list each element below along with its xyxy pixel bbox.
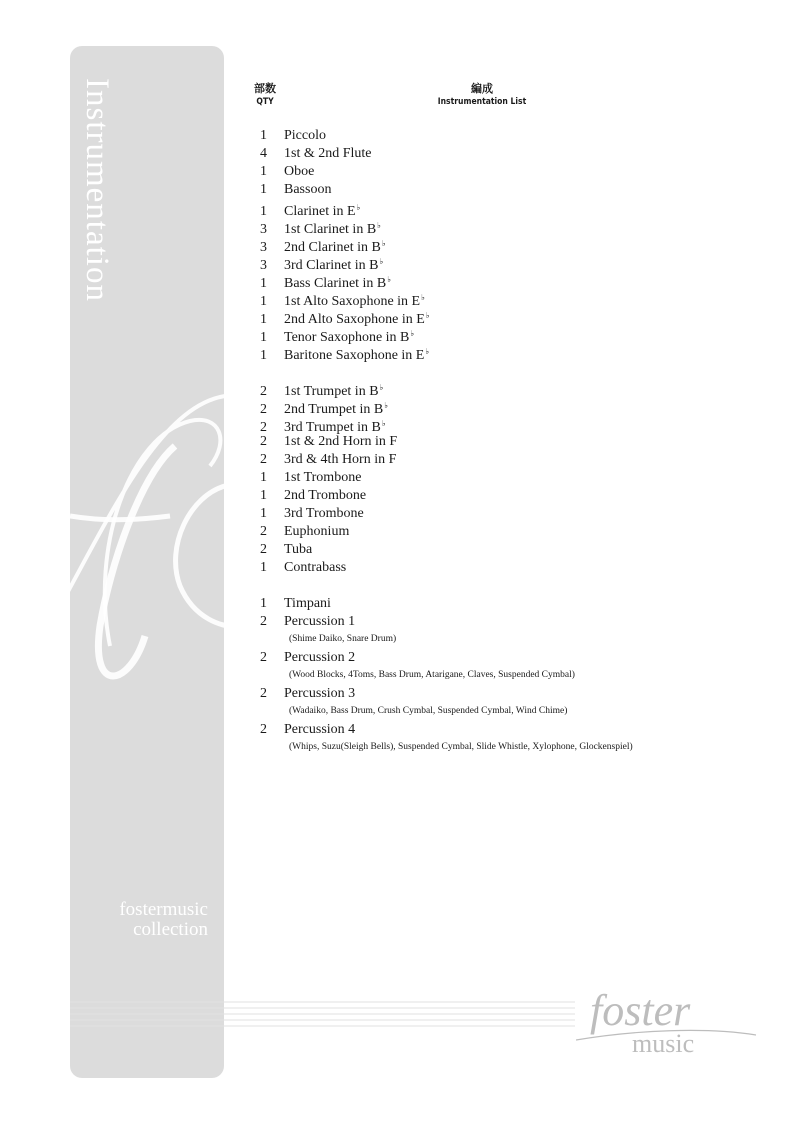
item-name-text: 3rd Trumpet in B xyxy=(284,420,381,435)
item-name xyxy=(284,505,364,523)
instrumentation-list xyxy=(252,127,772,757)
flat-sign: ♭ xyxy=(381,239,386,248)
list-item xyxy=(252,541,772,559)
flat-sign: ♭ xyxy=(387,275,392,284)
item-qty: 1 xyxy=(260,560,267,575)
woodwinds-section xyxy=(252,127,772,361)
flat-sign: ♭ xyxy=(381,419,386,428)
item-name-text: Baritone Saxophone in E xyxy=(284,348,425,363)
item-detail: (Wood Blocks, 4Toms, Bass Drum, Atarigane, Claves, Suspended Cymbal) xyxy=(289,670,575,680)
item-qty: 2 xyxy=(260,384,267,399)
item-name-text: Euphonium xyxy=(284,524,350,539)
item-qty: 1 xyxy=(260,470,267,485)
item-name xyxy=(284,649,355,667)
list-item xyxy=(252,451,772,469)
item-detail: (Whips, Suzu(Sleigh Bells), Suspended Cymbal, Slide Whistle, Xylophone, Glockenspiel) xyxy=(289,742,633,752)
list-item xyxy=(252,379,772,397)
item-qty: 2 xyxy=(260,524,267,539)
list-item xyxy=(252,487,772,505)
item-name-text: 2nd Trumpet in B xyxy=(284,402,384,417)
item-name-text: Tuba xyxy=(284,542,313,557)
logo-text-foster: foster xyxy=(590,986,691,1035)
item-name-text: 1st Clarinet in B xyxy=(284,222,377,237)
flat-sign: ♭ xyxy=(377,221,381,230)
item-name-text: Clarinet in E xyxy=(284,204,356,219)
list-item xyxy=(252,595,772,613)
item-name xyxy=(284,451,396,469)
foster-music-logo xyxy=(576,985,761,1065)
item-name-text: 2nd Alto Saxophone in E xyxy=(284,312,425,327)
list-header xyxy=(422,82,542,108)
list-item xyxy=(252,505,772,523)
item-qty: 1 xyxy=(260,276,267,291)
item-name-text: Contrabass xyxy=(284,560,347,575)
list-item xyxy=(252,253,772,271)
item-name-text: 1st Alto Saxophone in E xyxy=(284,294,421,309)
item-name xyxy=(284,595,331,613)
list-item xyxy=(252,415,772,433)
item-qty: 2 xyxy=(260,650,267,665)
list-item xyxy=(252,163,772,181)
flat-sign: ♭ xyxy=(425,347,430,356)
list-item xyxy=(252,235,772,253)
collection-label xyxy=(70,900,208,940)
item-name-text: Piccolo xyxy=(284,128,326,143)
item-name-text: 1st Trumpet in B xyxy=(284,384,379,399)
item-qty: 2 xyxy=(260,420,267,435)
item-name xyxy=(284,343,429,365)
item-qty: 1 xyxy=(260,312,267,327)
item-name xyxy=(284,559,346,577)
item-name-text: 1st Trombone xyxy=(284,470,362,485)
item-qty: 1 xyxy=(260,182,267,197)
item-name-text: Bass Clarinet in B xyxy=(284,276,387,291)
flat-sign: ♭ xyxy=(421,293,425,302)
item-qty: 3 xyxy=(260,222,267,237)
item-name xyxy=(284,181,331,199)
collection-line-1: fostermusic xyxy=(119,899,208,920)
item-name xyxy=(284,145,372,163)
list-item xyxy=(252,181,772,199)
flat-sign: ♭ xyxy=(425,311,430,320)
item-detail: (Wadaiko, Bass Drum, Crush Cymbal, Suspended Cymbal, Wind Chime) xyxy=(289,706,568,716)
item-qty: 1 xyxy=(260,596,267,611)
list-item xyxy=(252,145,772,163)
flat-sign: ♭ xyxy=(379,257,384,266)
item-name xyxy=(284,433,397,451)
item-qty: 1 xyxy=(260,330,267,345)
percussion-section xyxy=(252,595,772,757)
item-qty: 1 xyxy=(260,128,267,143)
list-item xyxy=(252,721,772,739)
list-item xyxy=(252,199,772,217)
item-qty: 2 xyxy=(260,542,267,557)
list-item xyxy=(252,271,772,289)
flat-sign: ♭ xyxy=(384,401,388,410)
list-header-en: Instrumentation List xyxy=(437,97,527,107)
item-qty: 3 xyxy=(260,258,267,273)
flat-sign: ♭ xyxy=(379,383,384,392)
item-qty: 2 xyxy=(260,434,267,449)
sidebar-title: Instrumentation xyxy=(79,78,115,302)
list-item xyxy=(252,217,772,235)
item-qty: 4 xyxy=(260,146,267,161)
item-qty: 1 xyxy=(260,506,267,521)
collection-line-2: collection xyxy=(133,919,208,940)
list-item xyxy=(252,523,772,541)
item-qty: 1 xyxy=(260,488,267,503)
item-qty: 2 xyxy=(260,614,267,629)
list-item xyxy=(252,127,772,145)
item-name-text: 1st & 2nd Horn in F xyxy=(284,434,398,449)
item-qty: 1 xyxy=(260,294,267,309)
item-name-text: Oboe xyxy=(284,164,315,179)
list-item xyxy=(252,325,772,343)
item-name-text: Percussion 1 xyxy=(284,614,356,629)
item-name-text: 2nd Trombone xyxy=(284,488,367,503)
item-name-text: Percussion 2 xyxy=(284,650,356,665)
item-name-text: 3rd Trombone xyxy=(284,506,364,521)
list-item xyxy=(252,343,772,361)
item-name xyxy=(284,685,355,703)
item-qty: 1 xyxy=(260,204,267,219)
item-name xyxy=(284,469,361,487)
list-item xyxy=(252,433,772,451)
item-qty: 2 xyxy=(260,686,267,701)
item-name-text: 1st & 2nd Flute xyxy=(284,146,372,161)
item-name xyxy=(284,127,326,145)
item-qty: 1 xyxy=(260,164,267,179)
flat-sign: ♭ xyxy=(356,203,361,212)
qty-header xyxy=(248,82,282,108)
item-name xyxy=(284,523,349,541)
item-name xyxy=(284,541,312,559)
list-item xyxy=(252,613,772,631)
item-name xyxy=(284,721,355,739)
item-name-text: 3rd Clarinet in B xyxy=(284,258,379,273)
item-name xyxy=(284,163,314,181)
item-name-text: Tenor Saxophone in B xyxy=(284,330,410,345)
list-item xyxy=(252,289,772,307)
list-item xyxy=(252,685,772,703)
item-name-text: 2nd Clarinet in B xyxy=(284,240,381,255)
item-name-text: Timpani xyxy=(284,596,331,611)
item-name-text: Percussion 4 xyxy=(284,722,356,737)
list-item xyxy=(252,397,772,415)
item-qty: 2 xyxy=(260,722,267,737)
list-item xyxy=(252,307,772,325)
list-item xyxy=(252,469,772,487)
qty-header-jp: 部数 xyxy=(254,82,276,95)
item-qty: 2 xyxy=(260,452,267,467)
item-qty: 1 xyxy=(260,348,267,363)
logo-text-music: music xyxy=(632,1029,695,1058)
qty-header-en: QTY xyxy=(256,97,274,107)
flat-sign: ♭ xyxy=(410,329,415,338)
item-name-text: Bassoon xyxy=(284,182,332,197)
staff-lines xyxy=(70,1000,580,1030)
item-qty: 3 xyxy=(260,240,267,255)
item-qty: 2 xyxy=(260,402,267,417)
item-name xyxy=(284,487,366,505)
brass-section xyxy=(252,379,772,577)
item-name xyxy=(284,613,355,631)
list-header-jp: 編成 xyxy=(471,82,493,95)
item-name-text: Percussion 3 xyxy=(284,686,356,701)
item-detail: (Shime Daiko, Snare Drum) xyxy=(289,634,397,644)
list-item xyxy=(252,649,772,667)
item-name-text: 3rd & 4th Horn in F xyxy=(284,452,397,467)
list-item xyxy=(252,559,772,577)
